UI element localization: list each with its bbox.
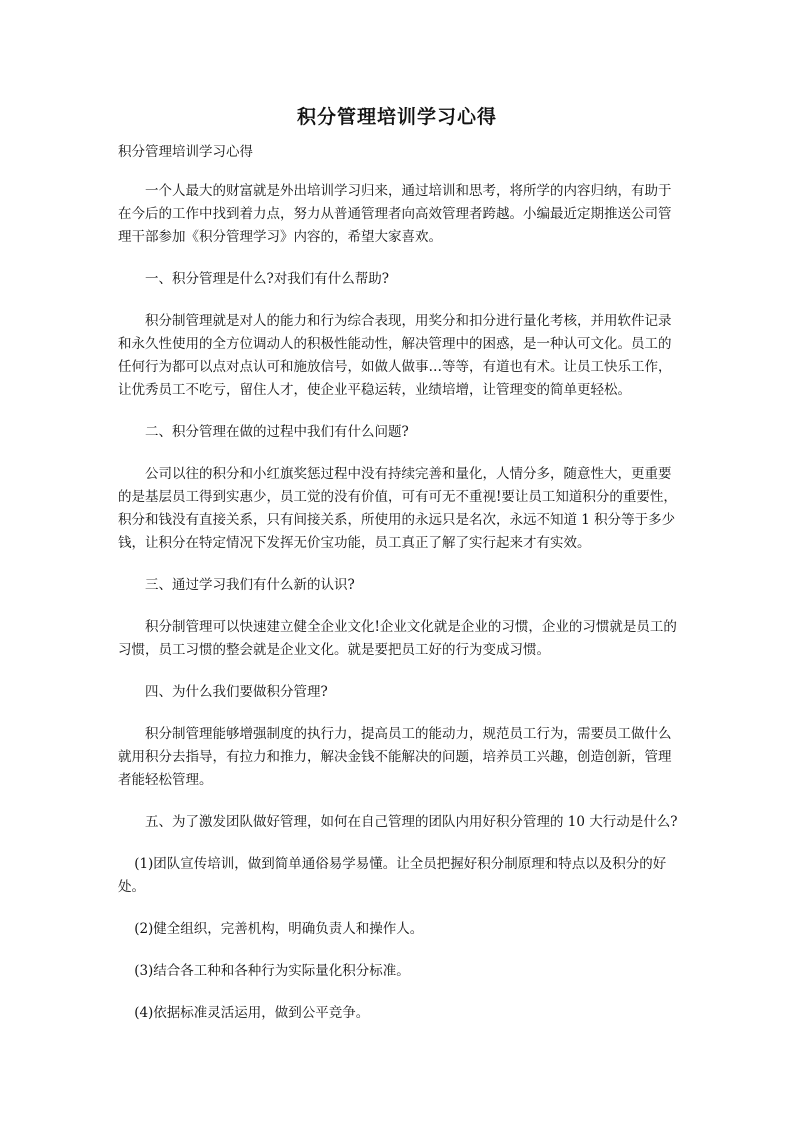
action-item-3: (3)结合各工种和各种行为实际量化积分标准。 xyxy=(134,963,410,979)
section-4-body: 积分制管理能够增强制度的执行力，提高员工的能动力，规范员工行为，需要员工做什么就用积分去指导，有拉力和推力，解决金钱不能解决的问题，培养员工兴趣，创造创新，管理者能轻松管理。 xyxy=(118,726,672,788)
section-5-heading: 五、为了激发团队做好管理，如何在自己管理的团队内用好积分管理的 10 大行动是什么? xyxy=(145,814,678,830)
document-body xyxy=(118,141,678,1044)
action-item-1: (1)团队宣传培训，做到简单通俗易学易懂。让全员把握好积分制原理和特点以及积分的好处。 xyxy=(118,856,667,895)
section-1-heading: 一、积分管理是什么?对我们有什么帮助? xyxy=(145,271,389,287)
action-item-2: (2)健全组织，完善机构，明确负责人和操作人。 xyxy=(134,921,424,937)
section-3-body: 积分制管理可以快速建立健全企业文化!企业文化就是企业的习惯，企业的习惯就是员工的习惯，员工习惯的整会就是企业文化。就是要把员工好的行为变成习惯。 xyxy=(118,619,677,658)
document-subtitle: 积分管理培训学习心得 xyxy=(118,144,253,160)
section-2-body: 公司以往的积分和小红旗奖惩过程中没有持续完善和量化，人情分多，随意性大，更重要的是基层员工得到实惠少，员工觉的没有价值，可有可无不重视!要让员工知道积分的重要性，积分和钱没有直接关系，只有间接关系，所使用的永远只是名次，永远不知道 1 积分等于多少钱，让积分在特定情况下发挥无价宝功能，员工真正了解了实行起来才有实效。 xyxy=(118,466,677,551)
action-item-4: (4)依据标准灵活运用，做到公平竞争。 xyxy=(134,1005,370,1021)
section-3-heading: 三、通过学习我们有什么新的认识? xyxy=(145,577,355,593)
section-1-body: 积分制管理就是对人的能力和行为综合表现，用奖分和扣分进行量化考核，并用软件记录和永久性使用的全方位调动人的积极性能动性，解决管理中的困惑，是一种认可文化。员工的任何行为都可以点对点认可和施放信号，如做人做事…等等，有道也有术。让员工快乐工作，让优秀员工不吃亏，留住人才，使企业平稳运转，业绩培增，让管理变的简单更轻松。 xyxy=(118,313,672,398)
intro-paragraph: 一个人最大的财富就是外出培训学习归来，通过培训和思考，将所学的内容归纳，有助于在今后的工作中找到着力点，努力从普通管理者向高效管理者跨越。小编最近定期推送公司管理干部参加《积分管理学习》内容的，希望大家喜欢。 xyxy=(118,183,672,245)
section-2-heading: 二、积分管理在做的过程中我们有什么问题? xyxy=(145,424,409,440)
document-title: 积分管理培训学习心得 xyxy=(296,106,497,128)
section-4-heading: 四、为什么我们要做积分管理? xyxy=(145,684,328,700)
